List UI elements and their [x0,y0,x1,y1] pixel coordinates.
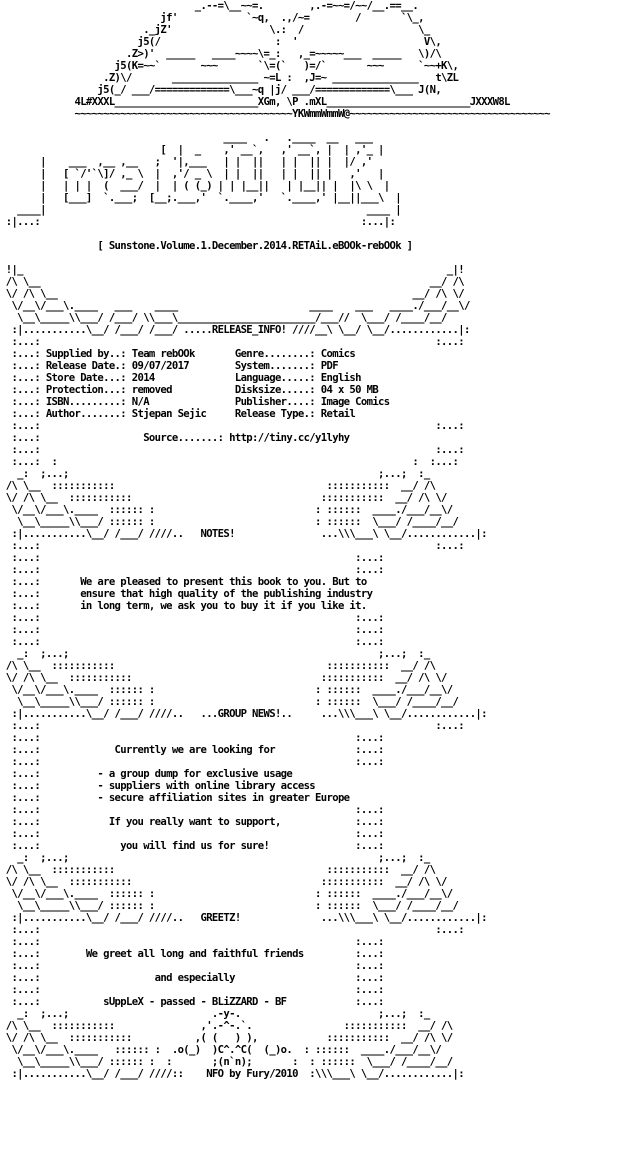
nfo-ascii-art: _.--=\__~~=. ,.-=~~=/~~/__.==__. jf' `~q, .,/~= / `\_, ._jZ' \.: / \_ j5(/ : ' V\, .Z>)' _____ ____~~~~\=_: ,_=~~~~~___ _____ \)/\ j5(K=~~` ~~~ `\=(` )=/` ~~~ `~~+K\, .Z)\/ _______________ ~=L : ,J=~ _______________ t\ZL j5(_/ ___/=============\___~q |j/ ___/=============\___ J(N, 4L#XXXL_________________________XGm, \P .mXL_________________________JXXXW8L ~~~~~~~~~~~~~~~~~~~~~~~~~~~~~~~~~~~~~~YKWmmWmmW@~~~~~~~~~~~~~~~~~~~~~~~~~~~~~~~~~~~ ____ . .____ __ ___ [ | _ ,' __`, ,' __`, | | ,'_ | | ___ ,__ ,__ ; '|,___ | | || | | || | |/ ,' | [ `/'`\]/ ,_ \ | ,'/ _ \ | | || | | || | ,' | | | | | ( ___/ | | ( (_) | | |__|| | |__|| | |\ \ | | [___] `.___; [__;.___,' `.____,' `.____,' |__||___\ | ____| ____ | :|...: :...|: [ Sunstone.Volume.1.December.2014.RETAiL.eBOOk-rebOOk ] !|_ _|! /\ \__ __/ /\ \/ /\ \__ __/ /\ \/ \/__\/___\.____ ___ ____ ____ ___ ____./___/__\/ \__\_____\\___/ /___/ \\___\________________________/___// \___/ /____/__/ :|...........\__/ /___/ /___/ .....RELEASE_INFO! ////__\ \__/ \__/............|: :...: :...: :...: Supplied by..: Team rebOOk Genre........: Comics :...: Release Date.: 09/07/2017 System.......: PDF :...: Store Date...: 2014 Language.....: English :...: Protection...: removed Disksize.....: 04 x 50 MB :...: ISBN.........: N/A Publisher....: Image Comics :...: Author.......: Stjepan Sejic Release Type.: Retail :...: :...: :...: Source.......: http://tiny.cc/y1lyhy :...: :...: :...: : : :...: _: ;...; ;...; :_ /\ \__ ::::::::::: ::::::::::: __/ /\ \/ /\ \__ ::::::::::: ::::::::::: __/ /\ \/ \/__\/___\.____ :::::: : : :::::: ____./___/__\/ \__\_____\\___/ :::::: : : :::::: \___/ /____/__/ :|...........\__/ /___/ ////.. NOTES! ...\\\___\ \__/............|: :...: :...: :...: :...: :...: :...: :...: We are pleased to present this book to you. But to :...: ensure that high quality of the publishing industry :...: in long term, we ask you to buy it if you like it. :...: :...: :...: :...: :...: :...: _: ;...; ;...; :_ /\ \__ ::::::::::: ::::::::::: __/ /\ \/ /\ \__ ::::::::::: ::::::::::: __/ /\ \/ \/__\/___\.____ :::::: : : :::::: ____./___/__\/ \__\_____\\___/ :::::: : : :::::: \___/ /____/__/ :|...........\__/ /___/ ////.. ...GROUP NEWS!.. ...\\\___\ \__/............|: :...: :...: :...: :...: :...: Currently we are looking for :...: :...: :...: :...: - a group dump for exclusive usage :...: - suppliers with online library access :...: - secure affiliation sites in greater Europe :...: :...: :...: If you really want to support, :...: :...: :...: :...: you will find us for sure! :...: _: ;...; ;...; :_ /\ \__ ::::::::::: ::::::::::: __/ /\ \/ /\ \__ ::::::::::: ::::::::::: __/ /\ \/ \/__\/___\.____ :::::: : : :::::: ____./___/__\/ \__\_____\\___/ :::::: : : :::::: \___/ /____/__/ :|...........\__/ /___/ ////.. GREETZ! ...\\\___\ \__/............|: :...: :...: :...: :...: :...: We greet all long and faithful friends :...: :...: :...: :...: and especially :...: :...: :...: :...: sUppLeX - passed - BLiZZARD - BF :...: _: ;...; .-y-. ;...; :_ /\ \__ ::::::::::: ,'.-^-.`. ::::::::::: __/ /\ \/ /\ \__ ::::::::::: ,( ( ) ), ::::::::::: __/ /\ \/ \/__\/___\.____ :::::: : .o(_) )C^.^C( (_)o. : :::::: ____./___/__\/ \__\_____\\___/ :::::: : : ;(n`n); : : :::::: \___/ /____/__/ :|...........\__/ /___/ ////:: NFO by Fury/2010 :\\\___\ \__/............|: [5,0,550,1080]
